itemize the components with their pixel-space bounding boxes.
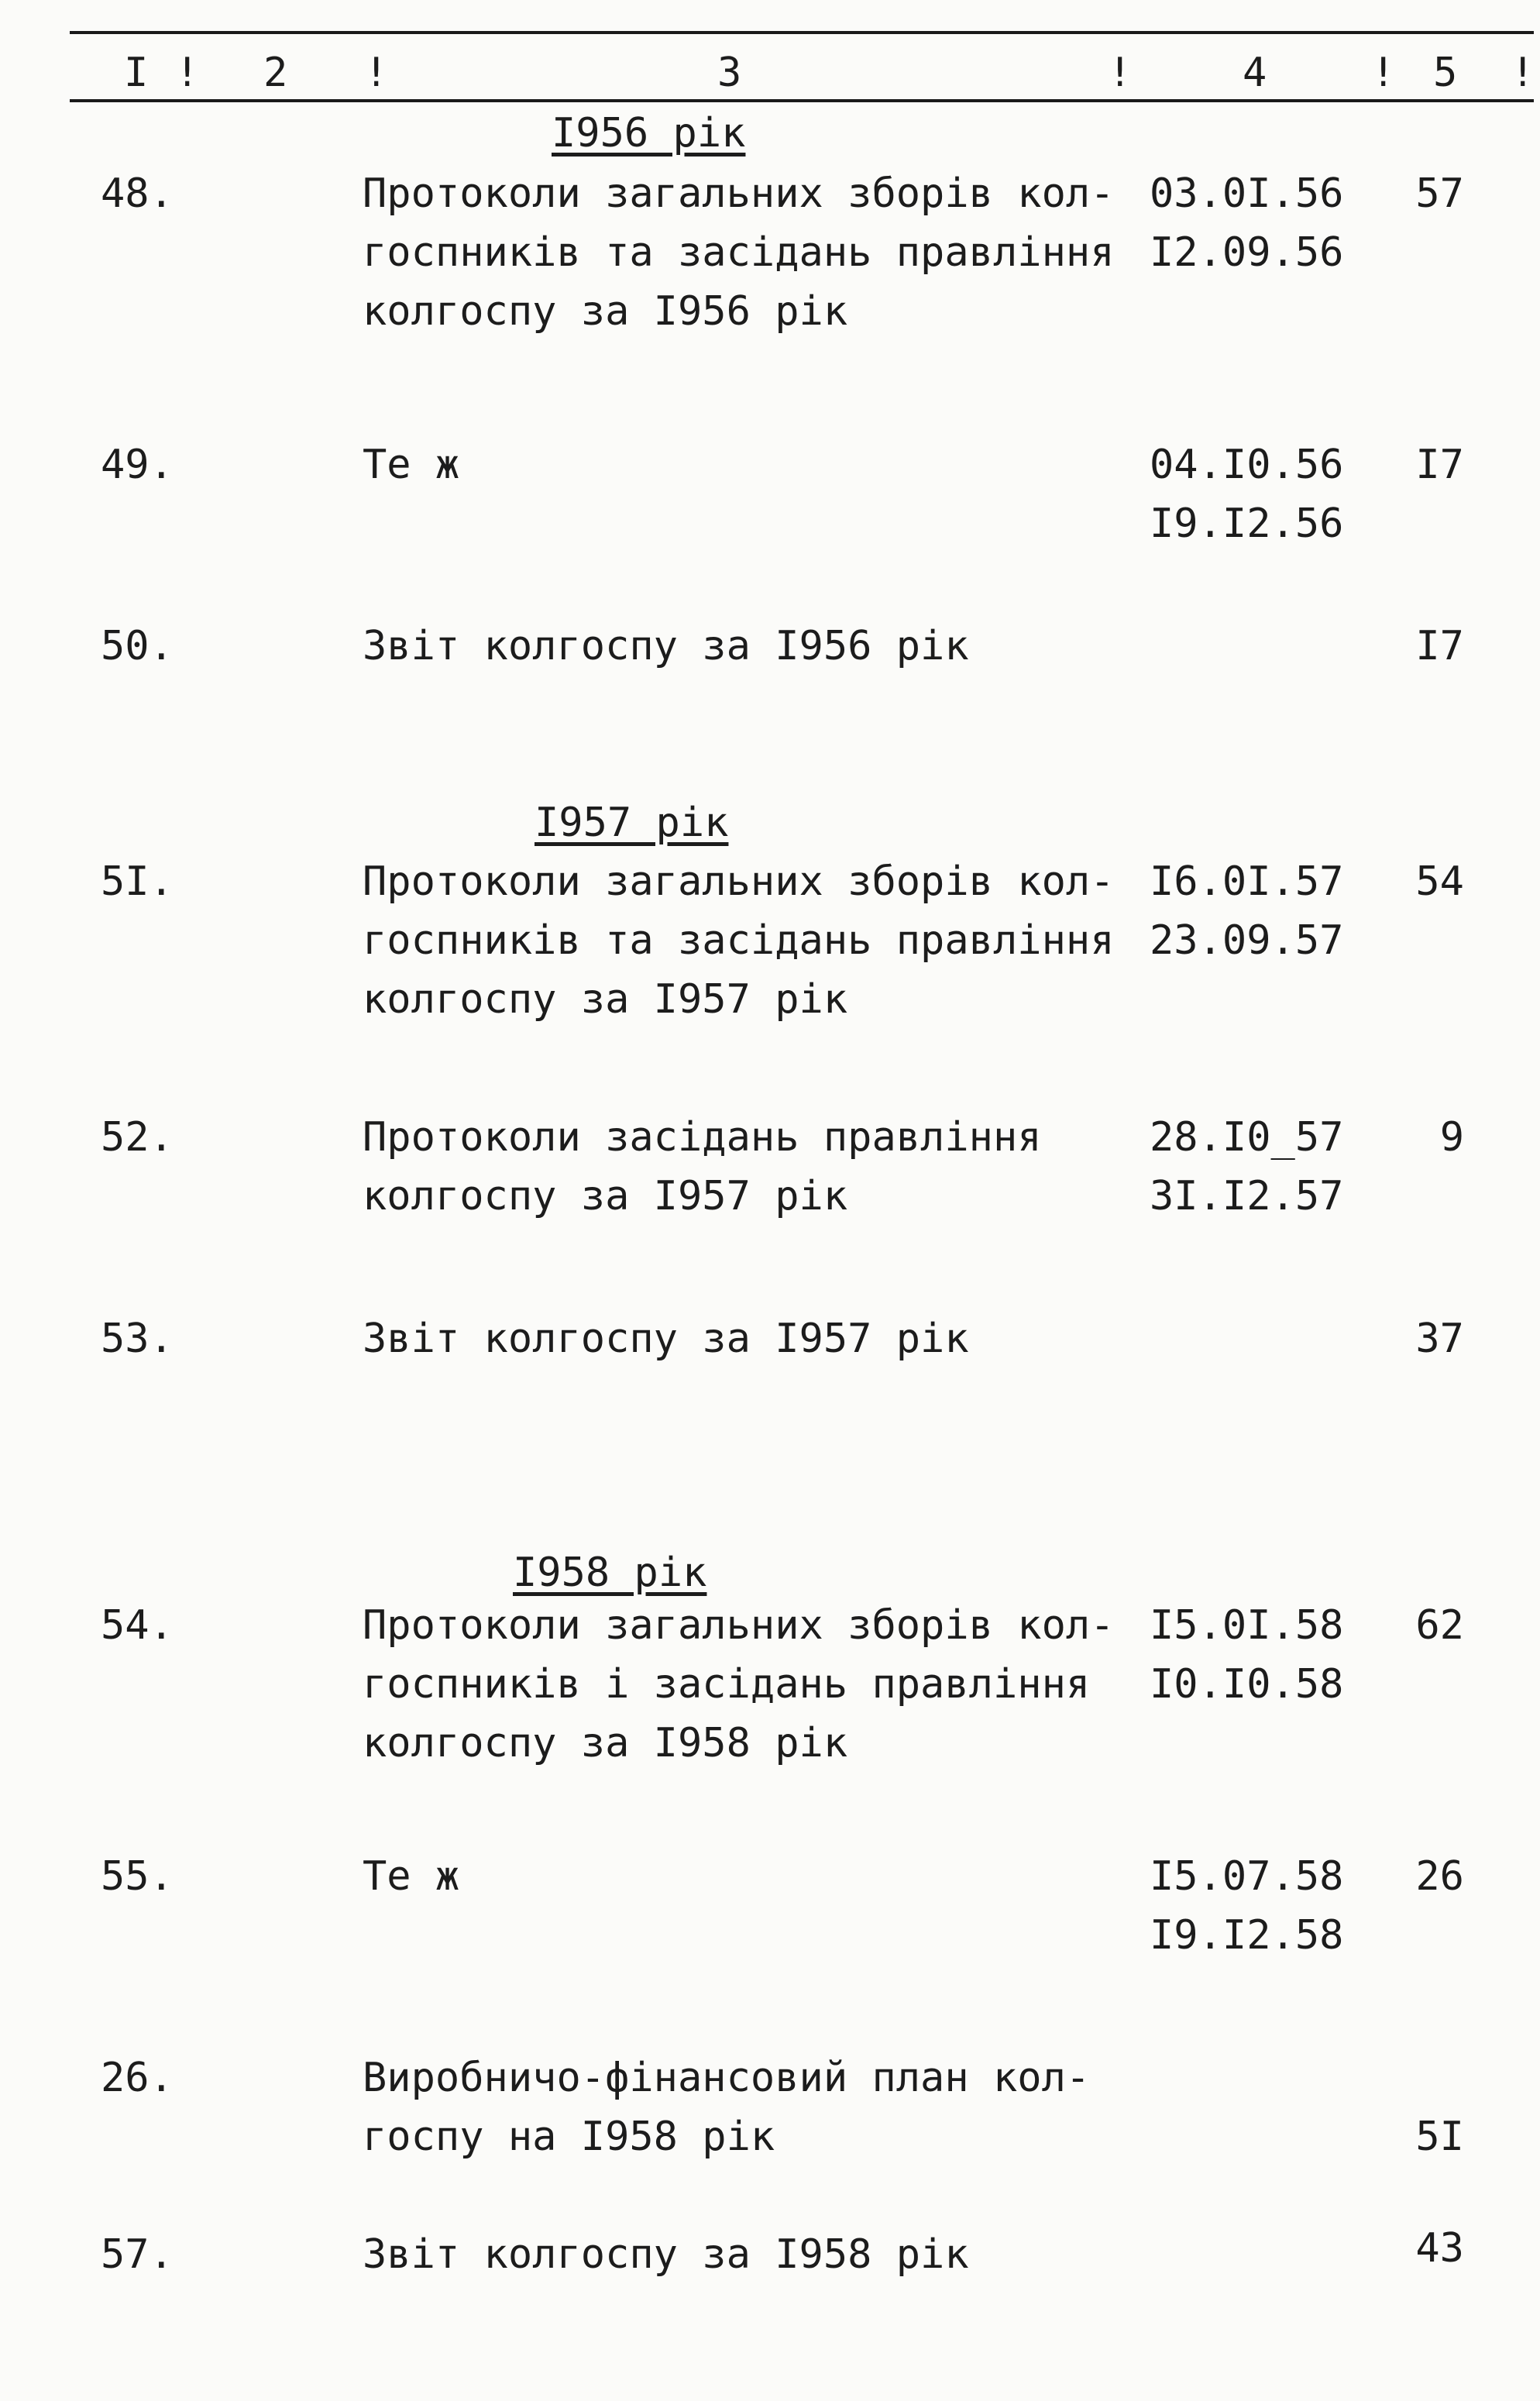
date-end: I0.I0.58 (1150, 1661, 1344, 1708)
item-title (363, 1309, 969, 1368)
title-line: госпу на I958 рік (363, 2114, 775, 2160)
date-end: I2.09.56 (1150, 229, 1344, 276)
item-title (363, 164, 1115, 341)
col-separator: ! (1371, 50, 1396, 96)
page-count: 26 (1415, 1853, 1464, 1900)
date-end: 3I.I2.57 (1150, 1173, 1344, 1219)
item-title (363, 435, 459, 494)
page-count: 37 (1415, 1316, 1464, 1362)
top-rule (70, 31, 1534, 34)
item-title (363, 1108, 1042, 1226)
title-line: госпників та засідань правління (363, 917, 1115, 964)
title-line: Звіт колгоспу за I956 рік (363, 623, 969, 669)
date-start: 28.I0_57 (1150, 1114, 1344, 1161)
col-separator: ! (1511, 50, 1535, 96)
page-count: 5I (1415, 2114, 1464, 2160)
page-count: 43 (1415, 2225, 1464, 2272)
page-count: I7 (1415, 623, 1464, 669)
item-title (363, 852, 1115, 1029)
item-dates (1150, 1847, 1343, 1965)
title-line: Протоколи загальних зборів кол- (363, 1602, 1115, 1649)
col-separator: ! (364, 50, 389, 96)
col-header-2: 2 (263, 50, 288, 96)
title-line: колгоспу за I958 рік (363, 1720, 848, 1766)
year-heading: I958 рік (513, 1550, 707, 1596)
date-start: I5.07.58 (1150, 1853, 1344, 1900)
item-title (363, 2048, 1090, 2166)
title-line: Звіт колгоспу за I957 рік (363, 1316, 969, 1362)
title-line: колгоспу за I957 рік (363, 1173, 848, 1219)
item-number: 54. (101, 1602, 174, 1649)
item-number: 48. (101, 170, 174, 217)
item-dates (1150, 852, 1343, 970)
date-start: I5.0I.58 (1150, 1602, 1344, 1649)
col-header-1: I (124, 50, 149, 96)
col-header-3: 3 (717, 50, 742, 96)
title-line: колгоспу за I956 рік (363, 288, 848, 335)
col-separator: ! (175, 50, 200, 96)
title-line: колгоспу за I957 рік (363, 976, 848, 1023)
title-line: Звіт колгоспу за I958 рік (363, 2231, 969, 2278)
title-line: госпників та засідань правління (363, 229, 1115, 276)
title-line: Те ж (363, 442, 460, 488)
page-count: 57 (1415, 170, 1464, 217)
item-number: 55. (101, 1853, 174, 1900)
item-dates (1150, 435, 1343, 553)
item-number: 26. (101, 2055, 174, 2101)
title-line: Протоколи засідань правління (363, 1114, 1042, 1161)
item-title (363, 1847, 459, 1906)
title-line: госпників і засідань правління (363, 1661, 1091, 1708)
year-heading: I956 рік (552, 110, 746, 157)
page-count: 62 (1415, 1602, 1464, 1649)
title-line: Виробничо-фінансовий план кол- (363, 2055, 1091, 2101)
item-number: 50. (101, 623, 174, 669)
item-dates (1150, 1596, 1343, 1714)
title-line: Те ж (363, 1853, 460, 1900)
col-header-5: 5 (1433, 50, 1458, 96)
item-number: 53. (101, 1316, 174, 1362)
title-line: Протоколи загальних зборів кол- (363, 170, 1115, 217)
title-line: Протоколи загальних зборів кол- (363, 858, 1115, 905)
date-end: I9.I2.56 (1150, 500, 1344, 547)
item-title (363, 617, 969, 676)
item-title (363, 1596, 1115, 1773)
item-dates (1150, 164, 1343, 282)
item-title (363, 2225, 969, 2284)
item-number: 52. (101, 1114, 174, 1161)
item-dates (1150, 1108, 1343, 1226)
date-end: I9.I2.58 (1150, 1912, 1344, 1959)
date-end: 23.09.57 (1150, 917, 1344, 964)
col-separator: ! (1108, 50, 1133, 96)
date-start: 04.I0.56 (1150, 442, 1344, 488)
page-count: 9 (1439, 1114, 1464, 1161)
page-count: I7 (1415, 442, 1464, 488)
item-number: 5I. (101, 858, 174, 905)
col-header-4: 4 (1243, 50, 1267, 96)
header-rule (70, 99, 1534, 102)
date-start: I6.0I.57 (1150, 858, 1344, 905)
page-count: 54 (1415, 858, 1464, 905)
date-start: 03.0I.56 (1150, 170, 1344, 217)
item-number: 49. (101, 442, 174, 488)
year-heading: I957 рік (535, 800, 729, 846)
item-number: 57. (101, 2231, 174, 2278)
